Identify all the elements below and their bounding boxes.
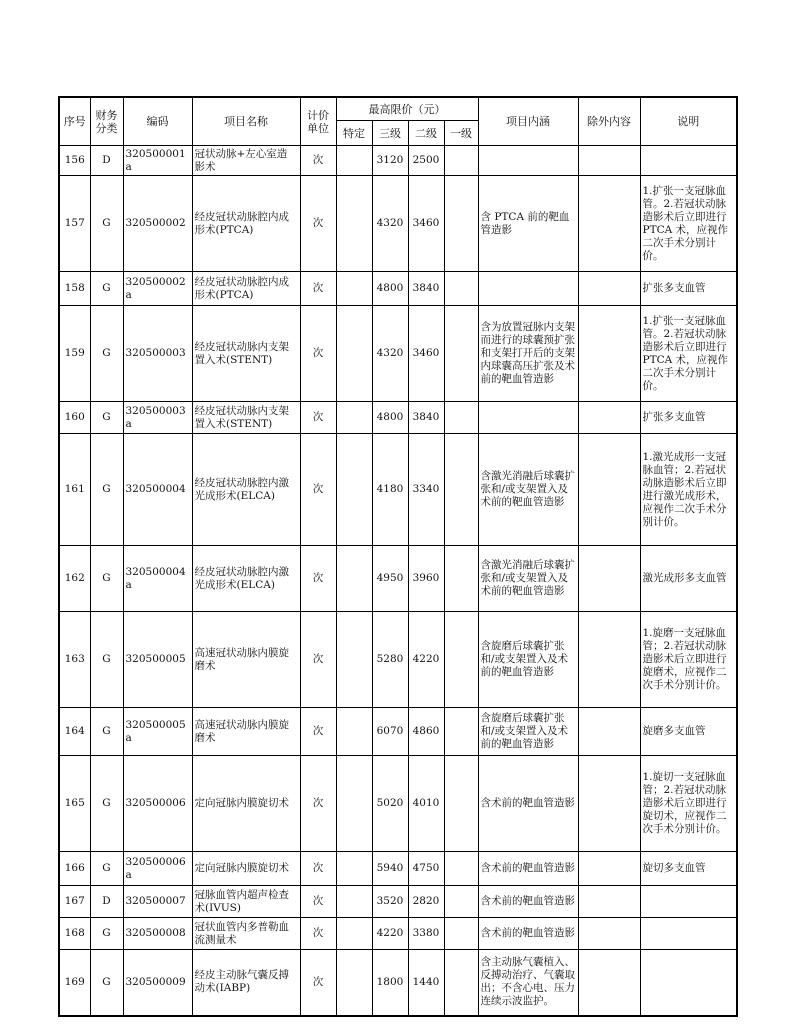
table-row [59,708,737,756]
cell-unit: 次 [300,918,336,950]
cell-level1 [444,918,478,950]
cell-unit: 次 [300,176,336,272]
table-row [59,612,737,708]
header-price-group: 最高限价（元） [336,97,478,121]
header-level3: 三级 [372,121,408,146]
cell-exclude [578,852,640,886]
cell-level3: 1800 [372,950,408,1016]
cell-category: G [90,176,123,272]
table-row [59,146,737,176]
cell-category: G [90,950,123,1016]
cell-note [640,950,737,1016]
cell-name: 经皮冠状动脉腔内激光成形术(ELCA) [192,434,300,546]
cell-no: 162 [59,546,90,612]
cell-level2: 3460 [408,176,444,272]
cell-exclude [578,918,640,950]
cell-code: 320500004 [123,434,192,546]
cell-category: G [90,272,123,306]
cell-level3: 4220 [372,918,408,950]
cell-level3: 4180 [372,434,408,546]
cell-name: 经皮冠状动脉腔内成形术(PTCA) [192,272,300,306]
cell-code: 320500008 [123,918,192,950]
cell-code: 320500002a [123,272,192,306]
cell-level1 [444,950,478,1016]
table-row [59,272,737,306]
cell-code: 320500005a [123,708,192,756]
cell-level3: 5280 [372,612,408,708]
cell-note: 1.扩张一支冠脉血管。2.若冠状动脉造影术后立即进行 PTCA 术，应视作二次手术分别计价。 [640,176,737,272]
cell-code: 320500003 [123,306,192,402]
cell-level1 [444,886,478,918]
cell-name: 高速冠状动脉内膜旋磨术 [192,612,300,708]
table-row [59,886,737,918]
cell-content: 含激光消融后球囊扩张和/或支架置入及术前的靶血管造影 [478,546,578,612]
cell-level3: 4800 [372,272,408,306]
cell-code: 320500006 [123,756,192,852]
cell-level3: 6070 [372,708,408,756]
cell-content: 含旋磨后球囊扩张和/或支架置入及术前的靶血管造影 [478,612,578,708]
cell-no: 166 [59,852,90,886]
cell-level1 [444,272,478,306]
cell-level1 [444,708,478,756]
cell-no: 167 [59,886,90,918]
cell-name: 经皮冠状动脉内支架置入术(STENT) [192,306,300,402]
cell-special [336,402,372,434]
cell-content [478,272,578,306]
cell-code: 320500005 [123,612,192,708]
table-row [59,306,737,402]
cell-name: 经皮冠状动脉内支架置入术(STENT) [192,402,300,434]
cell-note: 1.旋切一支冠脉血管；2.若冠状动脉造影术后立即进行旋切术，应视作二次手术分别计价。 [640,756,737,852]
cell-code: 320500001a [123,146,192,176]
cell-no: 159 [59,306,90,402]
cell-level2: 2500 [408,146,444,176]
table-row [59,434,737,546]
cell-level2: 4220 [408,612,444,708]
header-level2: 二级 [408,121,444,146]
cell-level2: 3460 [408,306,444,402]
cell-category: G [90,756,123,852]
cell-level2: 3840 [408,272,444,306]
cell-no: 156 [59,146,90,176]
cell-category: G [90,306,123,402]
cell-unit: 次 [300,306,336,402]
cell-category: D [90,886,123,918]
header-exclude: 除外内容 [578,97,640,146]
cell-no: 157 [59,176,90,272]
cell-category: D [90,146,123,176]
cell-exclude [578,708,640,756]
header-code: 编码 [123,97,192,146]
cell-note: 旋切多支血管 [640,852,737,886]
cell-content: 含术前的靶血管造影 [478,852,578,886]
table-row [59,176,737,272]
cell-code: 320500004a [123,546,192,612]
cell-name: 定向冠脉内膜旋切术 [192,852,300,886]
cell-special [336,950,372,1016]
header-category: 财务 分类 [90,97,123,146]
cell-special [336,708,372,756]
cell-level3: 3520 [372,886,408,918]
cell-exclude [578,176,640,272]
cell-name: 冠脉血管内超声检查术(IVUS) [192,886,300,918]
header-no: 序号 [59,97,90,146]
cell-content: 含旋磨后球囊扩张和/或支架置入及术前的靶血管造影 [478,708,578,756]
cell-exclude [578,886,640,918]
table-row [59,918,737,950]
header-unit: 计价 单位 [300,97,336,146]
cell-name: 高速冠状动脉内膜旋磨术 [192,708,300,756]
cell-level3: 5020 [372,756,408,852]
cell-special [336,886,372,918]
cell-exclude [578,756,640,852]
cell-code: 320500003a [123,402,192,434]
cell-content: 含主动脉气囊植入、反搏动治疗、气囊取出；不含心电、压力连续示波监护。 [478,950,578,1016]
cell-unit: 次 [300,708,336,756]
cell-code: 320500002 [123,176,192,272]
cell-level2: 3340 [408,434,444,546]
cell-content: 含术前的靶血管造影 [478,886,578,918]
cell-code: 320500007 [123,886,192,918]
cell-name: 经皮主动脉气囊反搏动术(IABP) [192,950,300,1016]
cell-level2: 3380 [408,918,444,950]
cell-note [640,146,737,176]
cell-no: 163 [59,612,90,708]
table-row [59,756,737,852]
cell-special [336,306,372,402]
cell-level1 [444,306,478,402]
cell-exclude [578,306,640,402]
cell-exclude [578,272,640,306]
table-row [59,950,737,1016]
cell-note: 1.激光成形一支冠脉血管；2.若冠状动脉造影术后立即进行激光成形术，应视作二次手术分别计价。 [640,434,737,546]
cell-level2: 3840 [408,402,444,434]
cell-exclude [578,546,640,612]
header-level1: 一级 [444,121,478,146]
cell-note: 扩张多支血管 [640,402,737,434]
cell-no: 169 [59,950,90,1016]
header-name: 项目名称 [192,97,300,146]
cell-unit: 次 [300,852,336,886]
cell-level2: 4010 [408,756,444,852]
cell-no: 165 [59,756,90,852]
cell-level3: 3120 [372,146,408,176]
cell-name: 冠状血管内多普勒血流测量术 [192,918,300,950]
cell-level1 [444,402,478,434]
cell-content: 含术前的靶血管造影 [478,756,578,852]
cell-unit: 次 [300,756,336,852]
cell-unit: 次 [300,146,336,176]
cell-note: 扩张多支血管 [640,272,737,306]
cell-category: G [90,434,123,546]
cell-category: G [90,402,123,434]
cell-level2: 2820 [408,886,444,918]
cell-level2: 3960 [408,546,444,612]
cell-special [336,852,372,886]
cell-category: G [90,852,123,886]
cell-unit: 次 [300,434,336,546]
table-row [59,402,737,434]
cell-exclude [578,612,640,708]
cell-category: G [90,918,123,950]
cell-level1 [444,612,478,708]
cell-exclude [578,434,640,546]
header-content: 项目内涵 [478,97,578,146]
cell-level3: 5940 [372,852,408,886]
cell-unit: 次 [300,950,336,1016]
cell-unit: 次 [300,886,336,918]
cell-unit: 次 [300,546,336,612]
cell-exclude [578,146,640,176]
cell-category: G [90,708,123,756]
cell-exclude [578,402,640,434]
cell-no: 168 [59,918,90,950]
cell-level2: 4750 [408,852,444,886]
cell-special [336,612,372,708]
cell-special [336,272,372,306]
cell-no: 160 [59,402,90,434]
cell-note: 1.旋磨一支冠脉血管；2.若冠状动脉造影术后立即进行旋磨术，应视作二次手术分别计价。 [640,612,737,708]
cell-unit: 次 [300,272,336,306]
cell-content: 含为放置冠脉内支架而进行的球囊预扩张和支架打开后的支架内球囊高压扩张及术前的靶血管造影 [478,306,578,402]
cell-content: 含术前的靶血管造影 [478,918,578,950]
header-special: 特定 [336,121,372,146]
price-table [58,96,738,1017]
cell-note [640,886,737,918]
cell-name: 经皮冠状动脉腔内激光成形术(ELCA) [192,546,300,612]
cell-content: 含 PTCA 前的靶血管造影 [478,176,578,272]
table-row [59,852,737,886]
cell-unit: 次 [300,402,336,434]
cell-category: G [90,546,123,612]
cell-level1 [444,146,478,176]
cell-special [336,756,372,852]
cell-exclude [578,950,640,1016]
cell-level3: 4320 [372,306,408,402]
cell-no: 161 [59,434,90,546]
cell-special [336,176,372,272]
cell-special [336,918,372,950]
cell-unit: 次 [300,612,336,708]
cell-no: 158 [59,272,90,306]
header-note: 说明 [640,97,737,146]
cell-level1 [444,176,478,272]
cell-level2: 1440 [408,950,444,1016]
cell-no: 164 [59,708,90,756]
cell-content [478,402,578,434]
cell-level1 [444,434,478,546]
cell-name: 定向冠脉内膜旋切术 [192,756,300,852]
cell-note: 旋磨多支血管 [640,708,737,756]
cell-category: G [90,612,123,708]
cell-special [336,546,372,612]
cell-level1 [444,546,478,612]
cell-level2: 4860 [408,708,444,756]
cell-special [336,434,372,546]
cell-level1 [444,756,478,852]
cell-level3: 4950 [372,546,408,612]
cell-level3: 4320 [372,176,408,272]
cell-note: 激光成形多支血管 [640,546,737,612]
cell-content: 含激光消融后球囊扩张和/或支架置入及术前的靶血管造影 [478,434,578,546]
cell-code: 320500009 [123,950,192,1016]
cell-level1 [444,852,478,886]
cell-content [478,146,578,176]
cell-code: 320500006a [123,852,192,886]
cell-special [336,146,372,176]
table-body [59,146,737,1016]
table-row [59,546,737,612]
cell-level3: 4800 [372,402,408,434]
cell-note [640,918,737,950]
cell-name: 冠状动脉+左心室造影术 [192,146,300,176]
cell-note: 1.扩张一支冠脉血管。2.若冠状动脉造影术后立即进行 PTCA 术，应视作二次手术分别计价。 [640,306,737,402]
cell-name: 经皮冠状动脉腔内成形术(PTCA) [192,176,300,272]
